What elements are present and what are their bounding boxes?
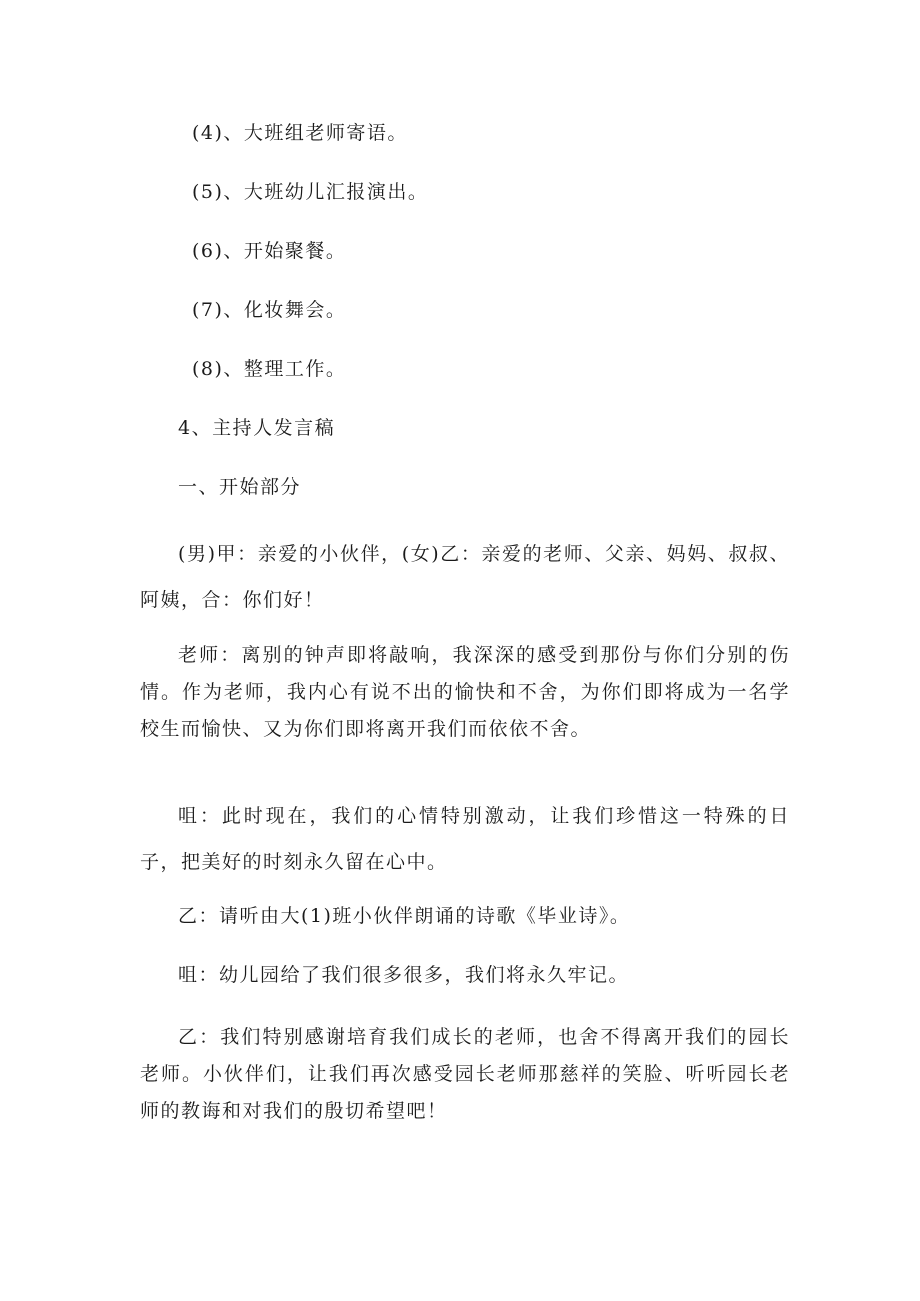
section-heading: 4、主持人发言稿 (178, 417, 336, 439)
paragraph: 咀：此时现在，我们的心情特别激动，让我们珍惜这一特殊的日子，把美好的时刻永久留在心中。 (140, 805, 790, 873)
paragraph: 乙：我们特别感谢培育我们成长的老师，也舍不得离开我们的园长老师。小伙伴们，让我们再次感受园长老师那慈祥的笑脸、听听园长老师的教诲和对我们的殷切希望吧！ (140, 1026, 790, 1122)
list-item: (5)、大班幼儿汇报演出。 (192, 181, 429, 203)
subsection-heading: 一、开始部分 (178, 476, 302, 498)
paragraph: 乙：请听由大(1)班小伙伴朗诵的诗歌《毕业诗》。 (178, 905, 631, 927)
list-item: (6)、开始聚餐。 (192, 240, 347, 262)
list-item: (8)、整理工作。 (192, 358, 347, 380)
paragraph: 老师：离别的钟声即将敲响，我深深的感受到那份与你们分别的伤情。作为老师，我内心有说不出的愉快和不舍，为你们即将成为一名学校生而愉快、又为你们即将离开我们而依依不舍。 (140, 644, 790, 740)
list-item: (4)、大班组老师寄语。 (192, 122, 408, 144)
paragraph: (男)甲：亲爱的小伙伴，(女)乙：亲爱的老师、父亲、妈妈、叔叔、阿姨，合：你们好！ (140, 543, 790, 611)
list-item: (7)、化妆舞会。 (192, 299, 347, 321)
paragraph: 咀：幼儿园给了我们很多很多，我们将永久牢记。 (178, 964, 630, 986)
